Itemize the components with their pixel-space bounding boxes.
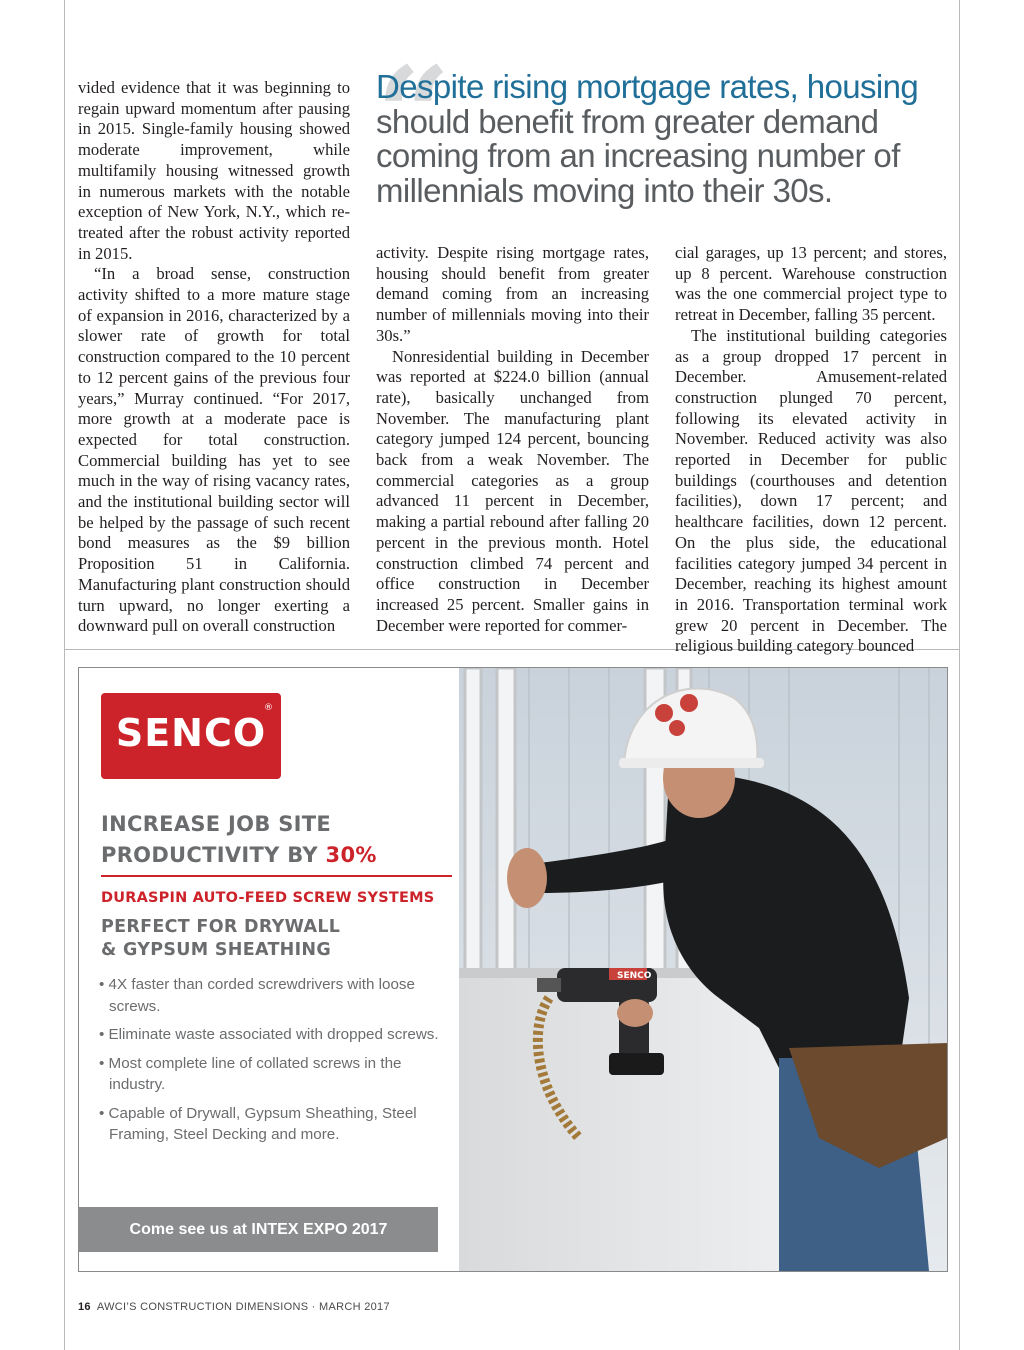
ad-bullet-list: [99, 974, 444, 1153]
quote-mark-icon: “: [376, 38, 451, 191]
list-item: [99, 1024, 444, 1046]
ad-subhead-2-line-2: & GYPSUM SHEATHING: [101, 940, 332, 960]
page-footer: [78, 1301, 390, 1313]
bullet-text: Most complete line of collated screws in the industry.: [108, 1054, 402, 1093]
worker-photo: [459, 668, 947, 1271]
ad-subhead: DURASPIN AUTO-FEED SCREW SYSTEMS: [101, 890, 435, 906]
list-item: [99, 1103, 444, 1146]
list-item: [99, 1053, 444, 1096]
intex-expo-banner[interactable]: Come see us at INTEX EXPO 2017: [79, 1207, 438, 1252]
left-margin-rule: [64, 0, 65, 1350]
bullet-icon: •: [99, 976, 109, 993]
page-number: 16: [78, 1301, 91, 1313]
article-column-1: [78, 78, 350, 637]
bullet-icon: •: [99, 1054, 109, 1072]
senco-logo[interactable]: [101, 693, 281, 779]
ad-headline-text: PRODUCTIVITY BY: [101, 843, 318, 867]
list-item: [99, 974, 444, 1017]
drill-label: SENCO: [617, 971, 652, 981]
bullet-icon: •: [99, 1026, 109, 1043]
logo-text: SENCO: [115, 711, 267, 755]
publication-name: AWCI’S CONSTRUCTION DIMENSIONS · MARCH 2017: [96, 1301, 390, 1313]
right-margin-rule: [959, 0, 960, 1350]
ad-subhead-2-line-1: PERFECT FOR DRYWALL: [101, 917, 341, 937]
article-column-2: [376, 243, 649, 636]
ad-headline-line-1: INCREASE JOB SITE: [101, 812, 332, 836]
pull-quote-rest: should benefit from greater demand coming from an increasing number of millennials moving into their 30s.: [376, 102, 900, 209]
paragraph: vided evidence that it was beginning to regain upward momentum after pausing in 2015. Single-family housing showed moderate improvement, while multifamily housing witnessed growth in numerous markets with the notable exception of New York, N.Y., which re-treated after the robust activity reported in 2015.: [78, 78, 350, 263]
pull-quote-lead: Despite rising mortgage rates, housing: [376, 68, 919, 105]
ad-headline-highlight: 30%: [325, 843, 377, 867]
pull-quote-text: [376, 70, 956, 208]
senco-advertisement[interactable]: [78, 667, 948, 1272]
paragraph: The institutional building categories as a group dropped 17 percent in December. Amusement-related construction plunged 70 percent, following its elevated activity in November. Reduced activity was also reported in December for public buildings (courthouses and detention facilities), down 17 percent; and healthcare facilities, down 12 percent. On the plus side, the educational facilities category jumped 34 percent in December, reaching its highest amount in 2016. Transportation terminal work grew 20 percent in December. The religious building category bounced: [675, 325, 947, 656]
paragraph: “In a broad sense, construction activity shifted to a more mature stage of expansion in 2016, characterized by a slower rate of growth for total construction compared to the 10 percent to 12 percent gains of the previous four years,” Murray continued. “For 2017, more growth at a moderate pace is expected for total construction. Commercial building has yet to see much in the way of rising vacancy rates, and the institutional building sector will be helped by the passage of such recent bond measures as the $9 billion Proposition 51 in California. Manufacturing plant construction should turn upward, no longer exerting a downward pull on overall construction: [78, 264, 350, 636]
paragraph: Nonresidential building in December was reported at $224.0 billion (annual rate), basically unchanged from November. The manufacturing plant category jumped 124 percent, bouncing back from a weak November. The commercial categories as a group advanced 11 percent in December, making a partial rebound after falling 20 percent in the previous month. Hotel construction climbed 74 percent and office construction in December increased 25 percent. Smaller gains in December were reported for commer-: [376, 346, 649, 635]
registered-mark: ®: [264, 703, 273, 713]
bullet-text: Eliminate waste associated with dropped screws.: [108, 1026, 439, 1043]
bullet-text: 4X faster than corded screwdrivers with loose screws.: [108, 976, 415, 1015]
pull-quote: [376, 38, 956, 209]
paragraph: activity. Despite rising mortgage rates, housing should benefit from greater demand coming from an increasing number of millennials moving into their 30s.”: [376, 243, 649, 345]
ad-divider: [101, 875, 452, 877]
paragraph: cial garages, up 13 percent; and stores, up 8 percent. Warehouse construction was the one commercial project type to retreat in December, falling 35 percent.: [675, 243, 947, 325]
bullet-text: Capable of Drywall, Gypsum Sheathing, Steel Framing, Steel Decking and more.: [108, 1104, 417, 1143]
ad-subhead-2: [101, 916, 340, 962]
article-column-3: [675, 243, 947, 657]
bullet-icon: •: [99, 1104, 109, 1122]
ad-headline-line-2: [101, 842, 377, 869]
